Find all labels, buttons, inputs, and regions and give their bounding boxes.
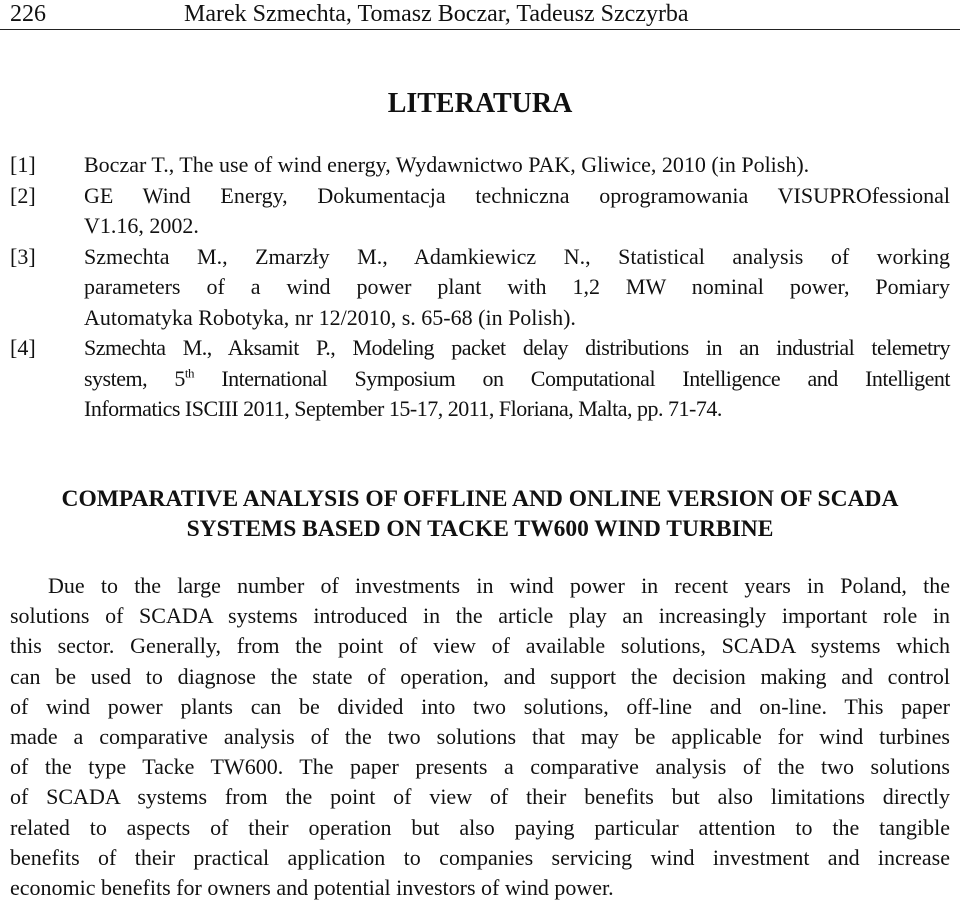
reference-item [10, 333, 950, 425]
reference-text: Szmechta M., Zmarzły M., Adamkiewicz N., Statistical analysis of working [84, 243, 950, 269]
reference-text: V1.16, 2002. [84, 213, 199, 238]
running-header [0, 0, 960, 30]
reference-item [10, 150, 950, 181]
abstract [10, 571, 950, 903]
superscript: th [184, 365, 195, 381]
paper-title-line: SYSTEMS BASED ON TACKE TW600 WIND TURBINE [186, 516, 774, 542]
reference-text: Informatics ISCIII 2011, September 15-17, 2011, Floriana, Malta, pp. 71-74. [84, 396, 722, 421]
abstract-line: Due to the large number of investments in wind power in recent years in Poland, the [48, 573, 950, 598]
abstract-line: of SCADA systems from the point of view of their benefits but also limitations directly [10, 784, 950, 810]
page-number: 226 [10, 1, 46, 27]
abstract-line: benefits of their practical application to companies servicing wind investment and increase [10, 844, 950, 870]
reference-number: [4] [10, 335, 36, 360]
abstract-line: of wind power plants can be divided into two solutions, off-line and on-line. This paper [10, 693, 950, 719]
abstract-line: can be used to diagnose the state of operation, and support the decision making and control [10, 663, 950, 689]
reference-list [10, 150, 950, 425]
abstract-line: related to aspects of their operation but also paying particular attention to the tangible [10, 814, 950, 840]
reference-text-part: International Symposium on Computational Intelligence and Intelligent [194, 365, 950, 391]
paper-title-line: COMPARATIVE ANALYSIS OF OFFLINE AND ONLINE VERSION OF SCADA [61, 486, 899, 512]
reference-number: [1] [10, 152, 36, 177]
references-heading: LITERATURA [387, 88, 573, 119]
reference-text: Szmechta M., Aksamit P., Modeling packet delay distributions in an industrial telemetry [84, 335, 950, 360]
abstract-line: this sector. Generally, from the point of view of available solutions, SCADA systems which [10, 633, 950, 659]
reference-text [84, 364, 950, 395]
reference-text: Boczar T., The use of wind energy, Wydawnictwo PAK, Gliwice, 2010 (in Polish). [84, 152, 810, 177]
reference-text: parameters of a wind power plant with 1,2 MW nominal power, Pomiary [84, 274, 950, 299]
abstract-line: solutions of SCADA systems introduced in the article play an increasingly important role in [10, 603, 950, 629]
running-head-authors: Marek Szmechta, Tomasz Boczar, Tadeusz Szczyrba [184, 1, 689, 27]
reference-text-part: system, 5 [84, 365, 185, 391]
abstract-line: of the type Tacke TW600. The paper presents a comparative analysis of the two solutions [10, 754, 950, 780]
paper-title [0, 484, 960, 544]
reference-number: [3] [10, 243, 36, 269]
reference-text: Automatyka Robotyka, nr 12/2010, s. 65-68 (in Polish). [84, 304, 576, 330]
reference-item [10, 181, 950, 242]
reference-number: [2] [10, 182, 36, 208]
reference-text: GE Wind Energy, Dokumentacja techniczna oprogramowania VISUPROfessional [84, 182, 950, 208]
abstract-line: made a comparative analysis of the two solutions that may be applicable for wind turbines [10, 724, 950, 750]
reference-item [10, 242, 950, 334]
abstract-line: economic benefits for owners and potential investors of wind power. [10, 875, 614, 901]
